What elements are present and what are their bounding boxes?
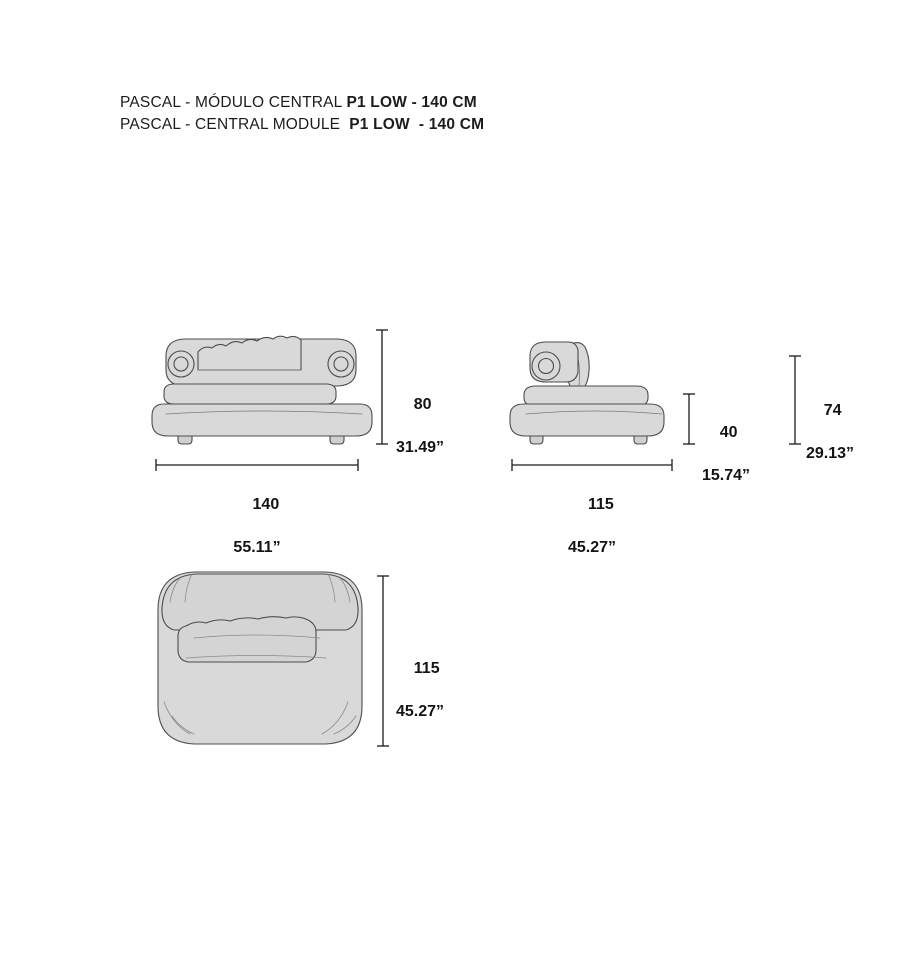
front-height-label bbox=[396, 372, 476, 502]
page-title bbox=[120, 92, 484, 137]
front-width-in: 55.11” bbox=[233, 538, 281, 556]
side-total-height-in: 29.13” bbox=[806, 444, 855, 462]
top-depth-label bbox=[396, 636, 486, 766]
front-elevation-drawing bbox=[150, 322, 380, 467]
front-width-cm: 140 bbox=[252, 495, 280, 513]
top-view-drawing bbox=[150, 566, 370, 752]
top-depth-dimension-line bbox=[374, 572, 394, 750]
side-seat-height-in: 15.74” bbox=[702, 466, 751, 484]
side-total-height-dimension-line bbox=[786, 352, 806, 448]
side-elevation-svg bbox=[508, 322, 688, 467]
side-seat-height-label bbox=[702, 400, 774, 530]
front-height-cm: 80 bbox=[413, 395, 432, 413]
title-line-english-lead: PASCAL - CENTRAL MODULE bbox=[120, 116, 350, 134]
side-seat-height-cm: 40 bbox=[719, 423, 738, 441]
title-line-spanish-lead: PASCAL - MÓDULO CENTRAL bbox=[120, 94, 347, 111]
side-depth-cm: 115 bbox=[587, 495, 614, 513]
top-depth-cm: 115 bbox=[413, 659, 440, 677]
title-line-english-strong: P1 LOW - 140 CM bbox=[349, 116, 485, 134]
top-depth-in: 45.27” bbox=[396, 702, 445, 720]
title-line-english bbox=[120, 114, 484, 136]
front-elevation-svg bbox=[150, 322, 380, 467]
side-total-height-cm: 74 bbox=[823, 401, 842, 419]
title-line-spanish-strong: P1 LOW - 140 CM bbox=[346, 94, 477, 111]
front-height-in: 31.49” bbox=[396, 438, 445, 456]
side-elevation-drawing bbox=[508, 322, 688, 467]
side-depth-in: 45.27” bbox=[567, 538, 617, 556]
side-depth-label bbox=[512, 472, 672, 602]
front-height-dimension-line bbox=[374, 326, 394, 448]
top-view-svg bbox=[150, 566, 370, 752]
side-total-height-label bbox=[806, 378, 886, 508]
title-line-spanish bbox=[120, 92, 484, 114]
side-seat-height-dimension-line bbox=[680, 390, 700, 448]
